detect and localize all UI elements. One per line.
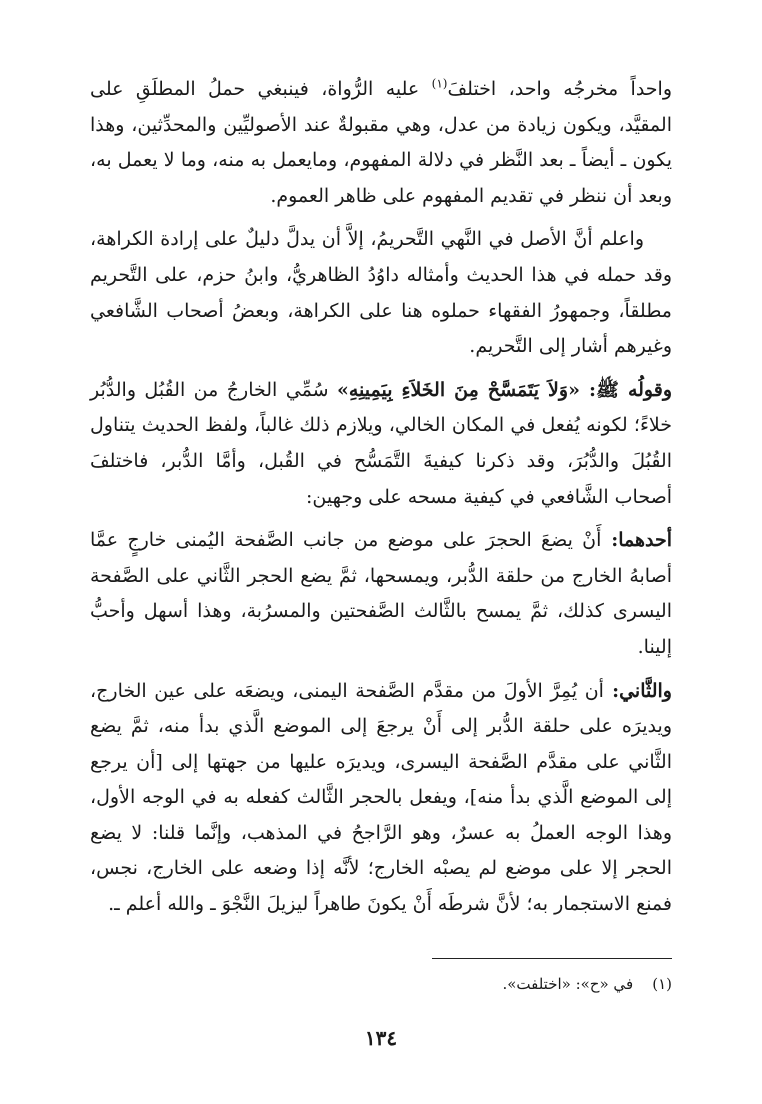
footnote-marker: (١) [652,975,672,993]
paragraph-1-text-b: عليه الرُّواة، فينبغي حملُ المطلَقِ على المقيَّد، ويكون زيادة من عدل، وهي مقبولةٌ عند الأصوليِّين والمحدِّثين، وهذا يكون ـ أيضاً ـ بعد النَّظر في دلالة المفهوم، ومايعمل به منه، وما لا يعمل به، وبعد أن ننظر في تقديم المفهوم على ظاهر العموم. [90,78,672,207]
paragraph-3-text: سُمِّي الخارجُ من القُبُل والدُّبُر خلاءً؛ لكونه يُفعل في المكان الخالي، ويلازم ذلك غالباً، ولفظ الحديث يتناول القُبُلَ والدُّبُرَ، وقد ذكرنا كيفيةَ التَّمَسُّح في القُبل، وأمَّا الدُّبر، فاختلفَ أصحاب الشَّافعي في كيفية مسحه على وجهين: [90,378,672,508]
paragraph-4-text: أَنْ يضعَ الحجرَ على موضع من جانب الصَّفحة اليُمنى خارجٍ عمَّا أصابهُ الخارج من حلقة الدُّبر، ويمسحها، ثمَّ يضع الحجر الثَّاني على الصَّفحة اليسرى كذلك، ثمَّ يمسح بالثَّالث الصَّفحتين والمسرُبة، وهذا أسهل وأحبُّ إلينا. [90,529,672,658]
footnote [90,972,672,996]
paragraph-3-lead: وقولُه ﷺ: [579,378,672,401]
paragraph-4-lead: أحدهما: [601,529,673,552]
paragraph-1 [90,72,672,214]
paragraph-2: واعلم أنَّ الأصل في النَّهي التَّحريمُ، إلاَّ أن يدلَّ دليلٌ على إرادة الكراهة، وقد حمله في هذا الحديث وأمثاله داوُدُ الظاهريُّ، وابنُ حزم، على التَّحريم مطلقاً، وجمهورُ الفقهاء حملوه هنا على الكراهة، وبعضُ أصحاب الشَّافعي وغيرهم أشار إلى التَّحريم. [90,228,672,358]
paragraph-3 [90,373,672,515]
paragraph-1-text-a: واحداً مخرجُه واحد، اختلفَ [447,78,672,100]
footnote-reference[interactable]: (١) [431,76,448,91]
page-body [90,72,672,923]
paragraph-4 [90,523,672,665]
paragraph-5 [90,674,672,923]
page-number: ١٣٤ [364,1026,398,1050]
footnote-text: في «ح»: «اختلفت». [502,975,634,993]
paragraph-5-text: أن يُمِرَّ الأولَ من مقدَّم الصَّفحة اليمنى، ويضعَه على عين الخارج، ويديرَه على حلقة الدُّبر إلى أَنْ يرجعَ إلى الموضع الَّذي بدأ منه، ثمَّ يضع الثَّاني على مقدَّم الصَّفحة اليسرى، ويديرَه عليها من جهتها إلى [أن يرجع إلى الموضع الَّذي بدأ منه]، ويفعل بالحجر الثَّالث كفعله به في الوجه الأول، وهذا الوجه العملُ به عسرٌ، وهو الرَّاجحُ في المذهب، وإنَّما قلنا: لا يضع الحجر إلا على موضع لم يصبْه الخارج؛ لأنَّه إذا وضعه على الخارج، نجس، فمنع الاستجمار به؛ لأنَّ شرطَه أَنْ يكونَ طاهراً ليزيلَ النَّجْوَ ـ والله أعلم ـ. [90,679,672,916]
footnote-divider [432,958,672,959]
hadith-quote: «وَلاَ يَتَمَسَّحْ مِنَ الخَلاَءِ بِيَمِينِهِ» [336,378,580,401]
paragraph-5-lead: والثَّاني: [603,679,672,702]
